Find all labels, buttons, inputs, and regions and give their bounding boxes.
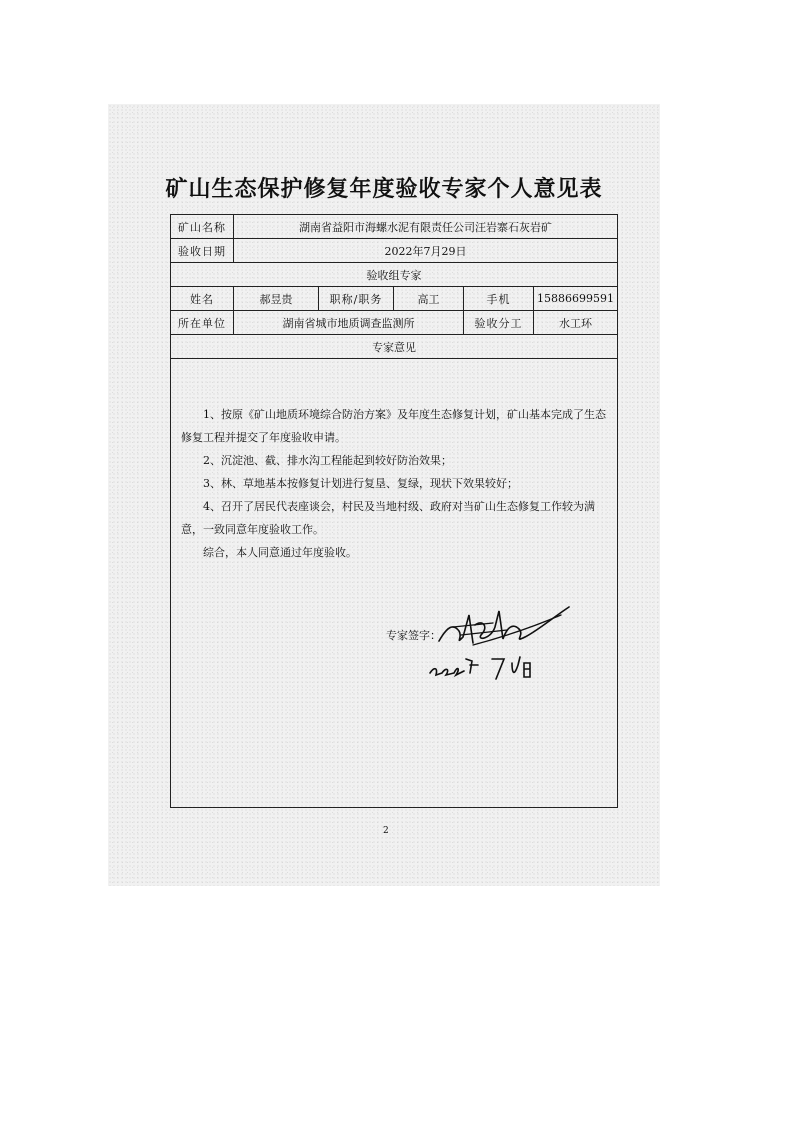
opinion-item: 2、沉淀池、截、排水沟工程能起到较好防治效果； <box>203 454 452 467</box>
expert-role-label: 验收分工 <box>464 311 534 335</box>
opinion-item: 综合，本人同意通过年度验收。 <box>203 546 357 559</box>
inspection-date-value: 2022年7月29日 <box>234 239 618 263</box>
opinion-item: 4、召开了居民代表座谈会，村民及当地村级、政府对当矿山生态修复工作较为满意，一致同意年度验收工作。 <box>181 500 595 536</box>
expert-phone-label: 手机 <box>464 287 534 311</box>
expert-name-value: 郝昱贵 <box>234 287 319 311</box>
opinion-form-table <box>170 214 618 808</box>
handwritten-date <box>426 649 546 683</box>
expert-org-value: 湖南省城市地质调查监测所 <box>234 311 464 335</box>
mine-name-label: 矿山名称 <box>171 215 234 239</box>
expert-group-row <box>171 263 618 287</box>
expert-title-value: 高工 <box>394 287 464 311</box>
opinion-item: 3、林、草地基本按修复计划进行复垦、复绿，现状下效果较好； <box>203 477 518 490</box>
expert-name-label: 姓名 <box>171 287 234 311</box>
expert-group-header: 验收组专家 <box>171 263 618 287</box>
opinion-header: 专家意见 <box>171 335 618 359</box>
expert-role-value: 水工环 <box>534 311 618 335</box>
inspection-date-row <box>171 239 618 263</box>
opinion-item: 1、按原《矿山地质环境综合防治方案》及年度生态修复计划，矿山基本完成了生态修复工程并提交了年度验收申请。 <box>181 408 606 444</box>
opinion-text <box>181 403 609 564</box>
expert-info-row <box>171 287 618 311</box>
page-number: 2 <box>383 826 389 836</box>
expert-org-row <box>171 311 618 335</box>
handwritten-signature <box>433 597 573 657</box>
mine-name-row <box>171 215 618 239</box>
opinion-header-row <box>171 335 618 359</box>
opinion-cell <box>171 359 618 808</box>
signature-label: 专家签字： <box>386 629 441 642</box>
expert-org-label: 所在单位 <box>171 311 234 335</box>
mine-name-value: 湖南省益阳市海螺水泥有限责任公司汪岩寨石灰岩矿 <box>234 215 618 239</box>
form-title: 矿山生态保护修复年度验收专家个人意见表 <box>165 176 603 202</box>
inspection-date-label: 验收日期 <box>171 239 234 263</box>
expert-phone-value: 15886699591 <box>534 287 618 311</box>
expert-title-label: 职称/职务 <box>319 287 394 311</box>
opinion-body-row <box>171 359 618 808</box>
